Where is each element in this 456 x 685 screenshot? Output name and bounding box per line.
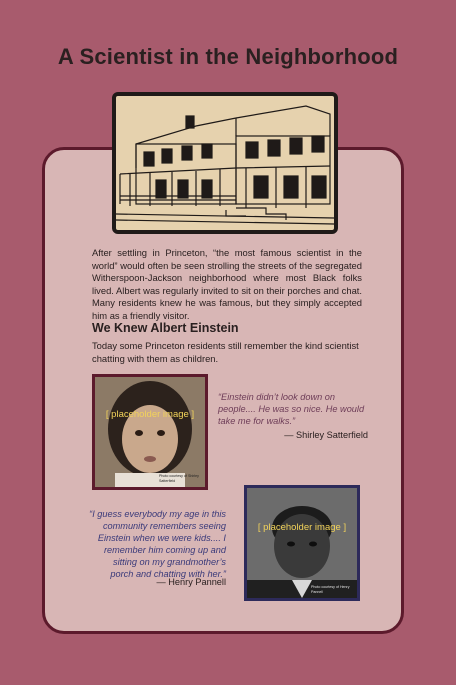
quote-henry: “I guess everybody my age in this community remembers seeing Einstein when we were kids.... I remember him coming up and sitting on my grandmother’s porch and chatting with her.” bbox=[89, 509, 226, 579]
attribution-henry: — Henry Pannell bbox=[156, 577, 226, 587]
quote-shirley: “Einstein didn’t look down on people.... He was so nice. He would take me for walks.” bbox=[218, 392, 365, 426]
house-illustration bbox=[112, 92, 338, 234]
section-heading: We Knew Albert Einstein bbox=[92, 321, 239, 335]
attribution-shirley: — Shirley Satterfield bbox=[284, 430, 368, 440]
intro-paragraph: After settling in Princeton, “the most famous scientist in the world” would often be seen strolling the streets of the segregated Witherspoon-Jackson neighborhood where most Black folks lived. Albert was regularly invited to sit on their porches and chat. Many residents knew he was famous, but they simply accepted him as a friendly visitor. bbox=[92, 247, 362, 321]
placeholder-label: [ placeholder image ] bbox=[105, 409, 195, 420]
photo-shirley bbox=[92, 374, 208, 490]
section-text: Today some Princeton residents still remember the kind scientist chatting with them as children. bbox=[92, 340, 359, 364]
photo-credit: Photo courtesy of Henry Pannell bbox=[311, 585, 350, 594]
photo-credit: Photo courtesy of Shirley Satterfield bbox=[159, 474, 199, 483]
page-title: A Scientist in the Neighborhood bbox=[57, 44, 399, 69]
photo-henry bbox=[244, 485, 360, 601]
placeholder-label: [ placeholder image ] bbox=[257, 522, 347, 533]
